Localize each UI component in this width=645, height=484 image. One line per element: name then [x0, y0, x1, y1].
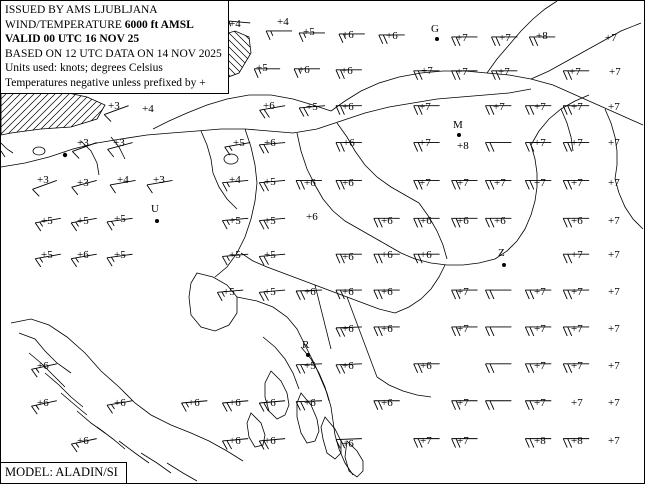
wind-barb [266, 31, 292, 40]
temperature-value: +5 [114, 249, 126, 261]
temperature-value: +7 [608, 249, 620, 261]
temperature-value: +7 [569, 66, 581, 78]
temperature-value: +7 [605, 32, 617, 44]
temperature-value: +6 [571, 215, 583, 227]
wind-barb [485, 143, 511, 152]
temperature-value: +6 [304, 286, 316, 298]
temperature-value: +5 [233, 137, 245, 149]
temperature-value: +6 [342, 101, 354, 113]
wind-barb [485, 364, 511, 373]
temperature-value: +7 [419, 177, 431, 189]
temperature-value: +7 [571, 323, 583, 335]
wind-barb [485, 327, 511, 336]
temperature-value: +7 [534, 323, 546, 335]
city-dot [502, 263, 506, 267]
temperature-value: +8 [534, 435, 546, 447]
temperature-value: +5 [304, 360, 316, 372]
temperature-value: +6 [341, 65, 353, 77]
temperature-value: +5 [41, 249, 53, 261]
temperature-value: +7 [534, 137, 546, 149]
temperature-value: +7 [534, 101, 546, 113]
temperature-value: +6 [420, 360, 432, 372]
temperature-value: +7 [493, 101, 505, 113]
temperature-value: +7 [534, 286, 546, 298]
temperature-value: +6 [298, 64, 310, 76]
temperature-value: +7 [457, 177, 469, 189]
temperature-value: +3 [153, 174, 165, 186]
temperature-value: +7 [457, 286, 469, 298]
temperature-value: +6 [386, 30, 398, 42]
temperature-value: +7 [608, 101, 620, 113]
temperature-value: +7 [608, 177, 620, 189]
temperature-value: +7 [498, 66, 510, 78]
temperature-value: +5 [77, 215, 89, 227]
temperature-value: +6 [77, 249, 89, 261]
temperature-value: +7 [571, 137, 583, 149]
temperature-value: +3 [77, 137, 89, 149]
temperature-value: +7 [608, 360, 620, 372]
temperature-value: +6 [420, 215, 432, 227]
city-label: U [151, 203, 159, 215]
temperature-value: +7 [457, 397, 469, 409]
model-box: MODEL: ALADIN/SI [1, 462, 127, 483]
wind-barb [485, 290, 511, 299]
temperature-value: +6 [342, 29, 354, 41]
temperature-value: +6 [264, 137, 276, 149]
temperature-value: +6 [77, 435, 89, 447]
temperature-value: +6 [342, 286, 354, 298]
temperature-value: +7 [609, 66, 621, 78]
city-dot [306, 353, 310, 357]
temperature-value: +6 [342, 177, 354, 189]
temperature-value: +4 [229, 174, 241, 186]
legend-product-level: 6000 ft AMSL [124, 18, 194, 31]
temperature-value: +8 [571, 435, 583, 447]
temperature-value: +7 [457, 435, 469, 447]
temperature-value: +6 [263, 100, 275, 112]
temperature-value: +6 [37, 397, 49, 409]
temperature-value: +4 [117, 174, 129, 186]
temperature-value: +6 [343, 137, 355, 149]
temperature-value: +5 [303, 26, 315, 38]
temperature-value: +7 [457, 323, 469, 335]
temperature-value: +5 [306, 101, 318, 113]
temperature-value: +6 [37, 360, 49, 372]
legend-units: Units used: knots; degrees Celsius [5, 62, 163, 74]
temperature-value: +6 [188, 397, 200, 409]
temperature-value: +7 [534, 360, 546, 372]
legend-temp-note: Temperatures negative unless prefixed by + [5, 76, 206, 89]
legend-based-on: BASED ON 12 UTC DATA ON 14 NOV 2025 [5, 47, 222, 60]
temperature-value: +6 [264, 435, 276, 447]
legend-box [1, 1, 229, 94]
temperature-value: +7 [419, 101, 431, 113]
temperature-value: +3 [113, 137, 125, 149]
temperature-value: +3 [77, 177, 89, 189]
temperature-value: +7 [534, 177, 546, 189]
temperature-value: +7 [419, 137, 431, 149]
city-dot [155, 219, 159, 223]
temperature-value: +7 [571, 177, 583, 189]
temperature-value: +7 [571, 397, 583, 409]
temperature-value: +5 [41, 215, 53, 227]
temperature-value: +7 [499, 32, 511, 44]
legend-issuer: ISSUED BY AMS LJUBLJANA [5, 4, 158, 16]
temperature-value: +8 [536, 30, 548, 42]
temperature-value: +7 [608, 323, 620, 335]
city-label: M [453, 119, 463, 131]
temperature-value: +6 [342, 251, 354, 263]
temperature-value: +6 [229, 397, 241, 409]
temperature-value: +5 [264, 215, 276, 227]
temperature-value: +7 [534, 397, 546, 409]
temperature-value: +7 [608, 215, 620, 227]
temperature-value: +7 [608, 137, 620, 149]
temperature-value: +7 [571, 360, 583, 372]
temperature-value: +5 [114, 213, 126, 225]
city-dot [457, 133, 461, 137]
temperature-value: +6 [342, 360, 354, 372]
temperature-value: +6 [494, 215, 506, 227]
temperature-value: +6 [342, 323, 354, 335]
temperature-value: +6 [306, 211, 318, 223]
temperature-value: +6 [457, 215, 469, 227]
temperature-value: +6 [381, 286, 393, 298]
temperature-value: +4 [277, 16, 289, 28]
city-label: G [431, 23, 439, 35]
temperature-value: +5 [229, 249, 241, 261]
temperature-value: +7 [608, 397, 620, 409]
temperature-value: +6 [420, 249, 432, 261]
temperature-value: +5 [223, 286, 235, 298]
temperature-value: +6 [304, 177, 316, 189]
temperature-value: +7 [571, 101, 583, 113]
temperature-value: +6 [114, 397, 126, 409]
temperature-value: +3 [108, 100, 120, 112]
temperature-value: +6 [342, 438, 354, 450]
temperature-value: +5 [264, 249, 276, 261]
temperature-value: +5 [229, 215, 241, 227]
temperature-value: +6 [304, 397, 316, 409]
temperature-value: +6 [381, 397, 393, 409]
temperature-value: +7 [571, 286, 583, 298]
legend-product [5, 18, 222, 33]
temperature-value: +6 [381, 249, 393, 261]
temperature-value: +3 [37, 174, 49, 186]
temperature-value: +7 [456, 32, 468, 44]
temperature-value: +5 [264, 176, 276, 188]
temperature-value: +6 [229, 435, 241, 447]
temperature-value: +5 [256, 62, 268, 74]
temperature-value: +6 [264, 397, 276, 409]
temperature-value: +8 [457, 140, 469, 152]
city-dot [435, 37, 439, 41]
legend-product-label: WIND/TEMPERATURE [5, 18, 125, 31]
temperature-value: +5 [264, 286, 276, 298]
temperature-value: +7 [608, 435, 620, 447]
legend-valid: VALID 00 UTC 16 NOV 25 [5, 33, 140, 45]
temperature-value: +4 [229, 18, 241, 30]
temperature-value: +6 [381, 323, 393, 335]
temperature-value: +4 [142, 103, 154, 115]
temperature-value: +7 [420, 435, 432, 447]
temperature-value: +7 [421, 65, 433, 77]
temperature-value: +6 [381, 215, 393, 227]
temperature-value: +7 [494, 177, 506, 189]
city-label: R [302, 339, 310, 351]
temperature-value: +7 [571, 249, 583, 261]
temperature-value: +7 [456, 66, 468, 78]
temperature-value: +7 [608, 286, 620, 298]
city-label: Z [498, 247, 505, 259]
wind-barb [485, 401, 511, 410]
